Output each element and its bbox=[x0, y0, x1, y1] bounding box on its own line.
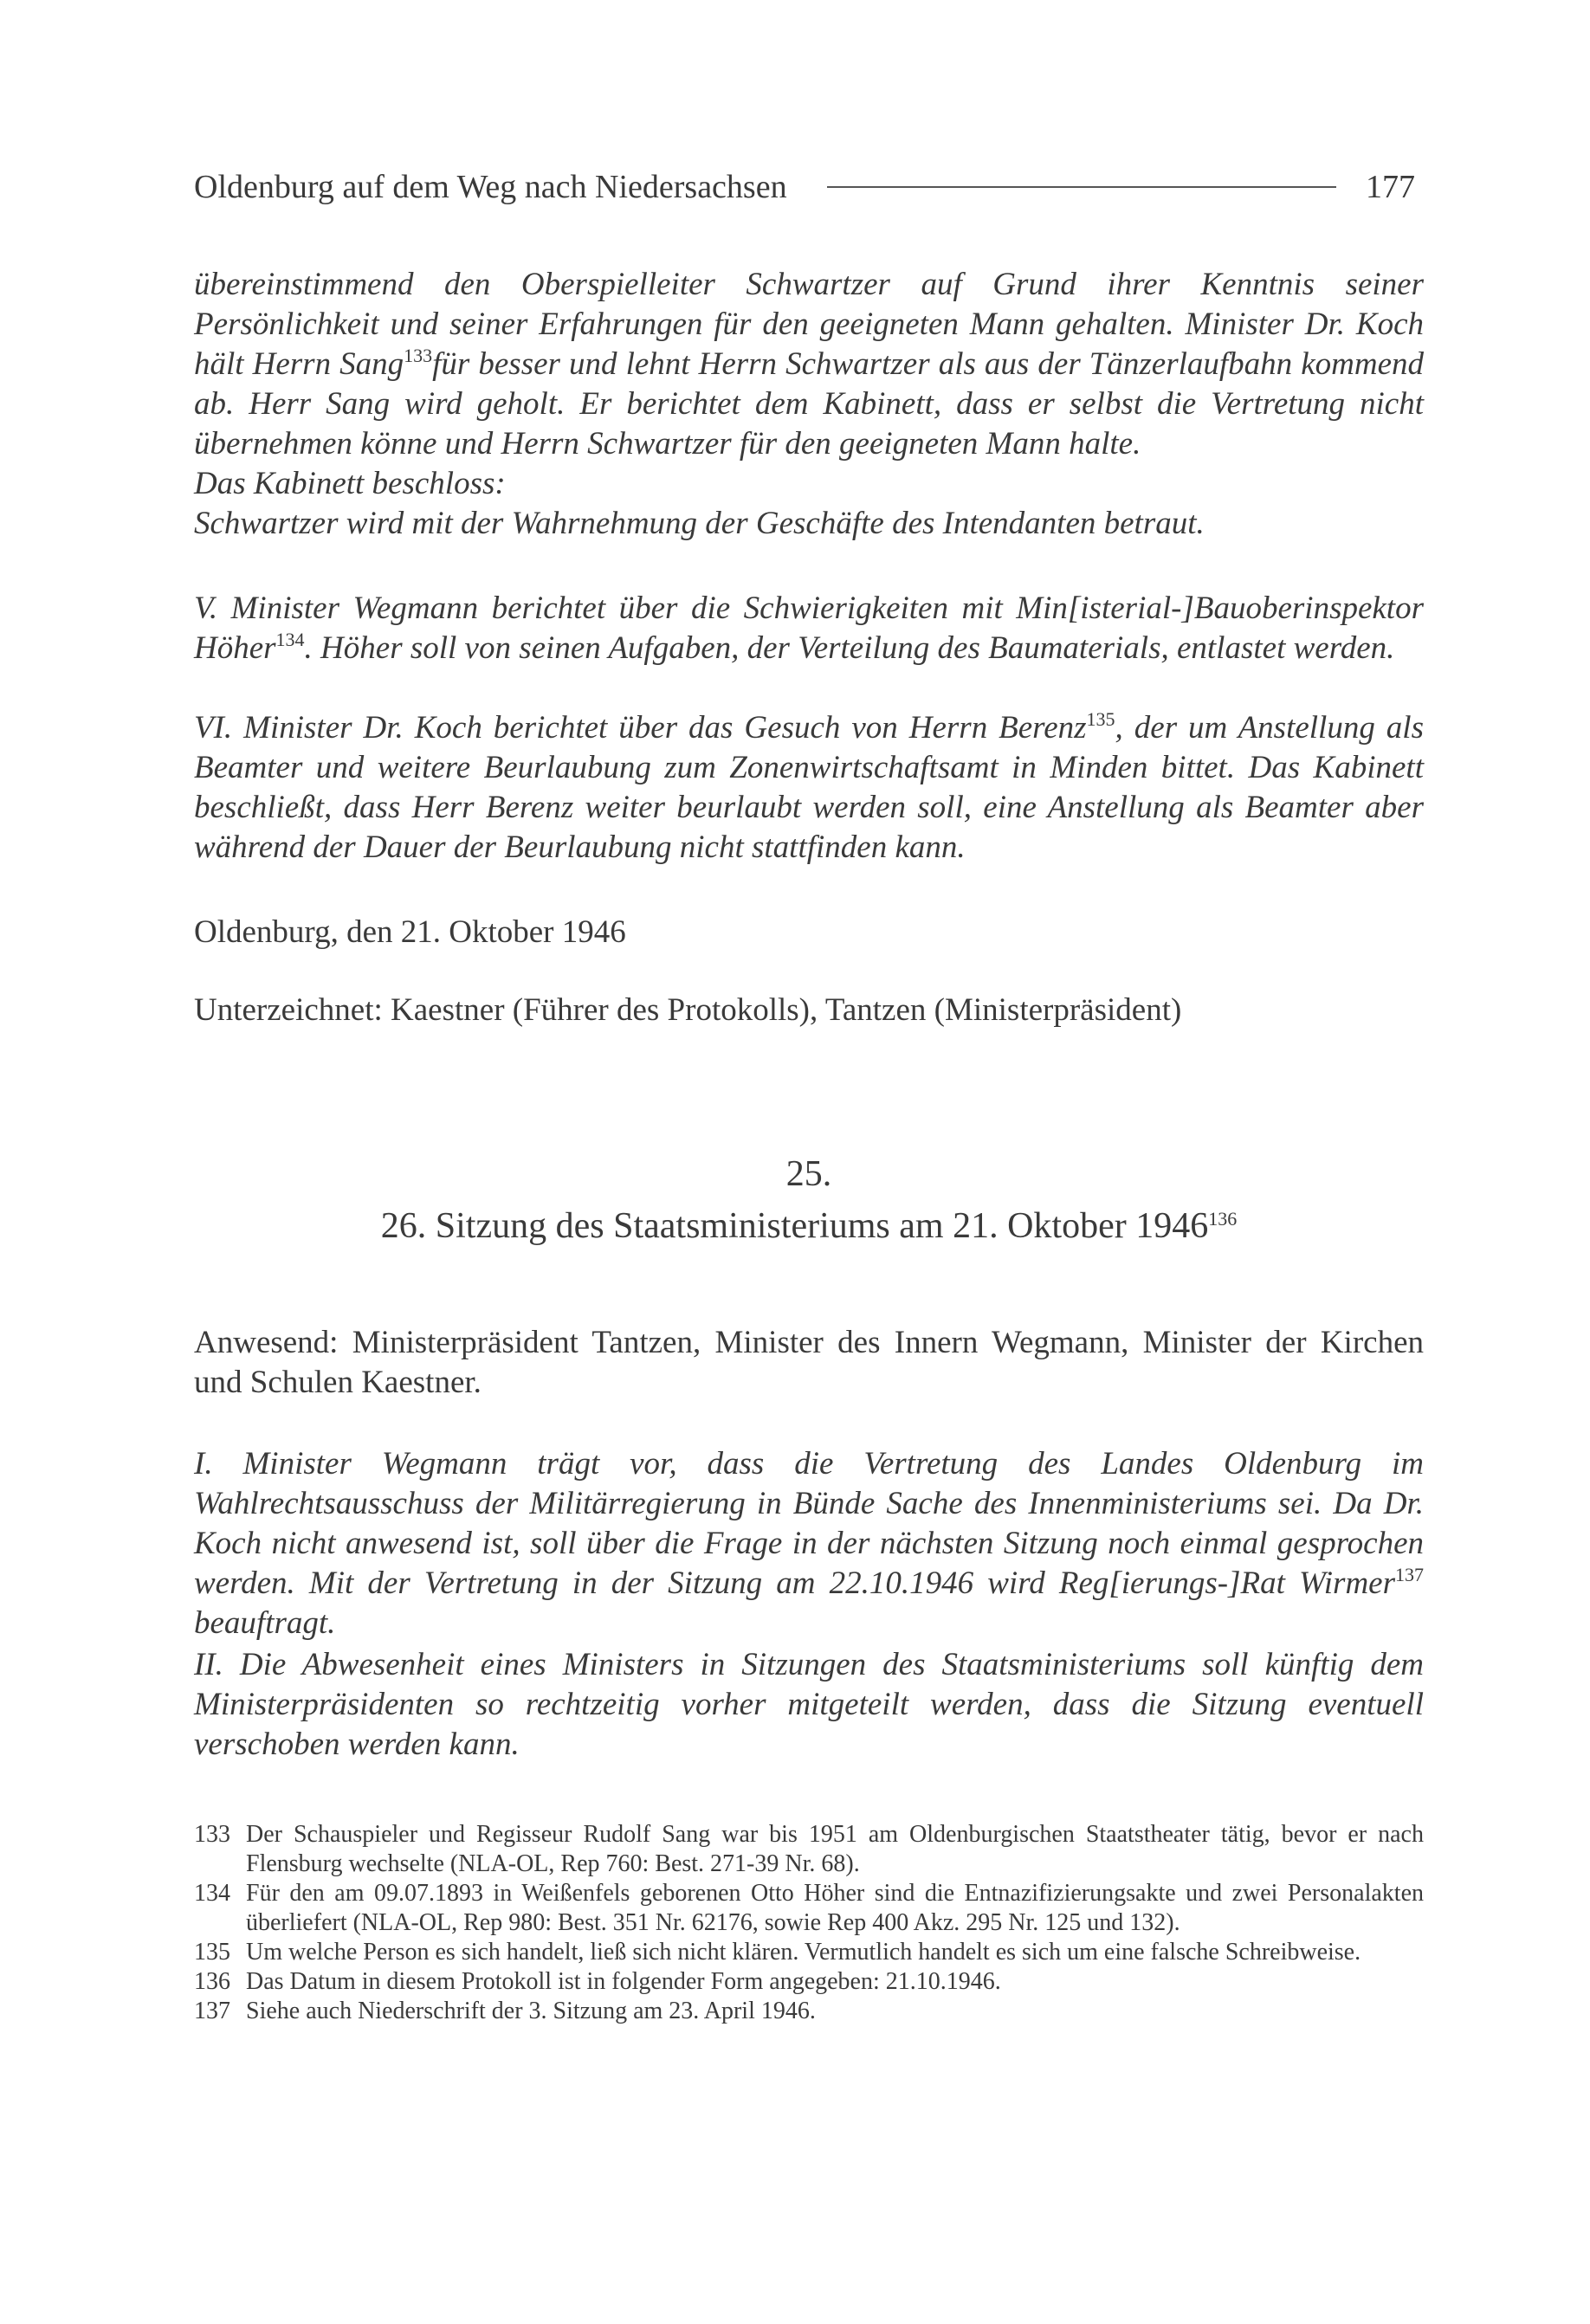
item-ii-paragraph: II. Die Abwesenheit eines Ministers in Sitzungen des Staatsministeriums soll künftig dem Ministerpräsidenten so rechtzeitig vorher mitgeteilt werden, dass die Sitzung eventuell verschoben werden kann. bbox=[194, 1647, 1424, 1762]
section-title: 26. Sitzung des Staatsministeriums am 21. Oktober 1946$^{136}$ bbox=[380, 1206, 1238, 1246]
footnote-ref-135: 135 bbox=[1086, 708, 1115, 730]
page-number: 177 bbox=[1366, 169, 1415, 205]
continuation-paragraph-1 bbox=[194, 265, 1424, 544]
resolution-text: Schwartzer wird mit der Wahrnehmung der Geschäfte des Intendanten betraut. bbox=[194, 506, 1205, 541]
item-v-paragraph: V. Minister Wegmann berichtet über die Schwierigkeiten mit Min[isterial-]Bauoberinspektor Höher$^{134}$. Höher soll von seinen Aufgaben, der Verteilung des Baumaterials, entlastet werden. bbox=[194, 591, 1424, 666]
footnote-137: 137 Siehe auch Niederschrift der 3. Sitzung am 23. April 1946. bbox=[194, 1998, 816, 2024]
footnote-ref-136: 136 bbox=[1208, 1208, 1238, 1230]
item-vi-paragraph: VI. Minister Dr. Koch berichtet über das Gesuch von Herrn Berenz$^{135}$, der um Anstellung als Beamter und weitere Beurlaubung zum Zonenwirtschaftsamt in Minden bittet. Das Kabinett beschließt, dass Herr Berenz weiter beurlaubt werden soll, eine Anstellung als Beamter aber während der Dauer der Beurlaubung nicht stattfinden kann. bbox=[194, 708, 1424, 865]
place-date: Oldenburg, den 21. Oktober 1946 bbox=[194, 914, 626, 950]
footnote-135: 135 Um welche Person es sich handelt, ließ sich nicht klären. Vermutlich handelt es sich um eine falsche Schreibweise. bbox=[194, 1939, 1361, 1966]
item-i-paragraph: I. Minister Wegmann trägt vor, dass die Vertretung des Landes Oldenburg im Wahlrechtsausschuss der Militärregierung in Bünde Sache des Innenministeriums sei. Da Dr. Koch nicht anwesend ist, soll über die Frage in der nächsten Sitzung noch einmal gesprochen werden. Mit der Vertretung in der Sitzung am 22.10.1946 wird Reg[ierungs-]Rat Wirmer$^{137}$ beauftragt. bbox=[194, 1446, 1424, 1641]
running-header bbox=[194, 161, 1415, 213]
footnote-ref-134: 134 bbox=[275, 629, 305, 650]
running-header-title: Oldenburg auf dem Weg nach Niedersachsen bbox=[194, 169, 787, 205]
footnote-136: 136 Das Datum in diesem Protokoll ist in folgender Form angegeben: 21.10.1946. bbox=[194, 1968, 1001, 1995]
paragraph-sang: übereinstimmend den Oberspielleiter Schwartzer auf Grund ihrer Kenntnis seiner Persönlichkeit und seiner Erfahrungen für den geeigneten Mann gehalten. Minister Dr. Koch hält Herrn Sang$^{133}$für besser und lehnt Herrn Schwartzer als aus der Tänzerlaufbahn kommend ab. Herr Sang wird geholt. Er berichtet dem Kabinett, dass er selbst die Vertretung nicht übernehmen könne und Herrn Schwartzer für den geeigneten Mann halte. bbox=[194, 267, 1425, 462]
footnote-ref-133: 133 bbox=[404, 345, 433, 366]
footnotes bbox=[194, 1820, 1424, 2026]
attendance-paragraph: Anwesend: Ministerpräsident Tantzen, Minister des Innern Wegmann, Minister der Kirchen und Schulen Kaestner. bbox=[194, 1325, 1424, 1400]
footnote-ref-137: 137 bbox=[1395, 1564, 1424, 1585]
resolution-label: Das Kabinett beschloss: bbox=[194, 466, 506, 501]
header-rule bbox=[827, 186, 1336, 188]
footnote-134: 134 Für den am 09.07.1893 in Weißenfels geborenen Otto Höher sind die Entnazifizierungsakte und zwei Personalakten überliefert (NLA-OL, Rep 980: Best. 351 Nr. 62176, sowie Rep 400 Akz. 295 Nr. 125 und 132). bbox=[194, 1880, 1424, 1936]
section-number: 25. bbox=[785, 1154, 832, 1194]
footnote-133: 133 Der Schauspieler und Regisseur Rudolf Sang war bis 1951 am Oldenburgischen Staatstheater tätig, bevor er nach Flensburg wechselte (NLA-OL, Rep 760: Best. 271-39 Nr. 68). bbox=[194, 1821, 1424, 1877]
signature-line: Unterzeichnet: Kaestner (Führer des Protokolls), Tantzen (Ministerpräsident) bbox=[194, 992, 1182, 1028]
